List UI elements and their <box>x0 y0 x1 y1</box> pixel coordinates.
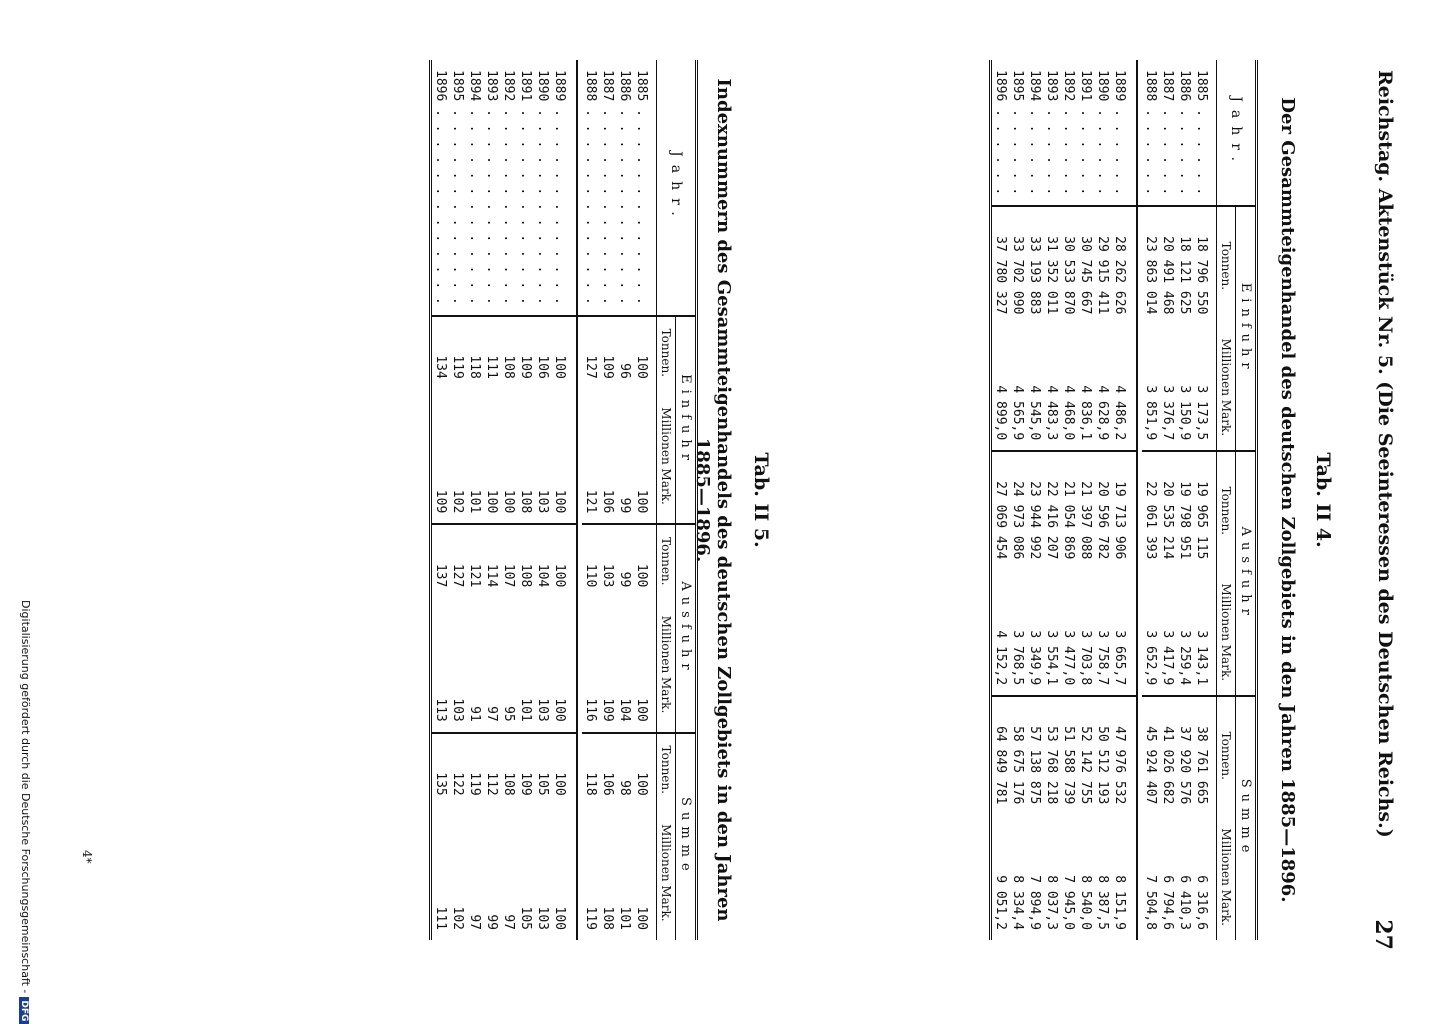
value-cell: 100 <box>484 489 499 514</box>
value-cell: 100 <box>633 733 657 806</box>
value-cell: 27 069 454 <box>991 451 1010 569</box>
year-cell: 1889 . . . . . . . . . . . . . <box>551 60 577 316</box>
value-cell: 3 851,9 <box>1143 385 1158 441</box>
value-cell: 3 665,7 <box>1112 630 1127 686</box>
value-cell: 127 <box>583 355 598 379</box>
table-row <box>466 60 483 940</box>
year-cell: 1887 . . . . . . <box>1159 60 1176 206</box>
value-cell: 101 <box>467 489 482 514</box>
value-cell: 108 <box>600 906 615 930</box>
col-tonnen: Tonnen. <box>1217 451 1236 569</box>
value-cell: 121 <box>466 524 483 597</box>
value-cell: 101 <box>518 698 533 722</box>
col-tonnen: Tonnen. <box>1217 206 1236 324</box>
table2-body <box>431 60 657 940</box>
value-cell: 100 <box>634 489 649 514</box>
value-cell: 104 <box>534 524 551 597</box>
value-cell: 100 <box>551 733 577 806</box>
value-cell: 100 <box>634 355 649 379</box>
value-cell: 20 491 468 <box>1160 236 1175 315</box>
table-row <box>449 60 466 940</box>
value-cell: 119 <box>466 733 483 806</box>
value-cell: 106 <box>600 489 615 514</box>
page-number: 27 <box>1370 919 1396 950</box>
value-cell: 105 <box>518 906 533 930</box>
table-row <box>534 60 551 940</box>
table2-title: Indexnummern des Gesammteigenhandels des deutschen Zollgebiets in den Jahren 1885—1896. <box>692 78 734 922</box>
value-cell: 100 <box>552 698 567 722</box>
year-cell: 1889 . . . . . . <box>1111 60 1137 206</box>
value-cell: 57 138 875 <box>1026 696 1043 814</box>
value-cell: 29 915 411 <box>1095 236 1110 315</box>
value-cell: 107 <box>500 524 517 597</box>
value-cell: 4 899,0 <box>993 385 1008 441</box>
value-cell: 118 <box>582 733 599 806</box>
value-cell: 116 <box>583 698 598 722</box>
col-tonnen: Tonnen. <box>657 733 676 806</box>
value-cell: 119 <box>583 906 598 930</box>
table-row <box>1193 60 1217 940</box>
value-cell: 7 504,8 <box>1143 875 1158 930</box>
year-cell: 1895 . . . . . . <box>1009 60 1026 206</box>
table-row <box>1043 60 1060 940</box>
table1-body <box>991 60 1217 940</box>
year-cell: 1892 . . . . . . . . . . . . . <box>500 60 517 316</box>
value-cell: 31 352 011 <box>1044 236 1059 315</box>
value-cell: 3 349,9 <box>1027 630 1042 686</box>
group-einfuhr: Einfuhr <box>1236 206 1257 451</box>
value-cell: 100 <box>501 489 516 514</box>
value-cell: 108 <box>518 489 533 514</box>
value-cell: 38 761 665 <box>1193 696 1217 814</box>
value-cell: 113 <box>433 698 448 722</box>
group-summe: Summe <box>676 733 697 940</box>
table-row <box>551 60 577 940</box>
value-cell: 108 <box>517 524 534 597</box>
value-cell: 4 468,0 <box>1061 385 1076 441</box>
value-cell: 105 <box>534 733 551 806</box>
value-cell: 99 <box>617 497 632 514</box>
year-cell: 1893 . . . . . . <box>1043 60 1060 206</box>
digitization-text: Digitalisierung gefördert durch die Deutsche Forschungsgemeinschaft - <box>19 600 32 994</box>
year-cell: 1894 . . . . . . <box>1026 60 1043 206</box>
value-cell: 52 142 755 <box>1077 696 1094 814</box>
value-cell: 97 <box>484 706 499 722</box>
value-cell: 21 397 088 <box>1077 451 1094 569</box>
table-row <box>599 60 616 940</box>
value-cell: 3 554,1 <box>1044 630 1059 686</box>
running-header <box>1366 30 1396 970</box>
value-cell: 3 143,1 <box>1194 630 1209 686</box>
signature-mark: 4* <box>80 850 94 864</box>
value-cell: 98 <box>616 733 633 806</box>
table-indexnummern <box>429 60 698 940</box>
table-row <box>1142 60 1159 940</box>
value-cell: 100 <box>633 524 657 597</box>
value-cell: 3 173,5 <box>1194 385 1209 441</box>
value-cell: 37 920 576 <box>1176 696 1193 814</box>
value-cell: 103 <box>535 906 550 930</box>
year-cell: 1886 . . . . . . . . . . . . . <box>616 60 633 316</box>
table-row <box>1176 60 1193 940</box>
value-cell: 122 <box>449 733 466 806</box>
table-row <box>517 60 534 940</box>
value-cell: 109 <box>600 698 615 722</box>
year-cell: 1885 . . . . . . . . . . . . . <box>633 60 657 316</box>
value-cell: 19 965 115 <box>1193 451 1217 569</box>
value-cell: 19 798 951 <box>1176 451 1193 569</box>
table-gesammteigenhandel <box>989 60 1258 940</box>
value-cell: 95 <box>501 706 516 722</box>
value-cell: 103 <box>535 489 550 514</box>
value-cell: 103 <box>450 698 465 722</box>
year-cell: 1896 . . . . . . . . . . . . . <box>431 60 450 316</box>
group-summe: Summe <box>1236 696 1257 940</box>
year-cell: 1896 . . . . . . <box>991 60 1010 206</box>
value-cell: 7 945,0 <box>1061 875 1076 930</box>
table-row <box>582 60 599 940</box>
value-cell: 109 <box>517 733 534 806</box>
value-cell: 91 <box>467 706 482 722</box>
group-ausfuhr: Ausfuhr <box>676 524 697 732</box>
value-cell: 41 026 682 <box>1159 696 1176 814</box>
year-cell: 1894 . . . . . . . . . . . . . <box>466 60 483 316</box>
value-cell: 30 745 667 <box>1078 236 1093 315</box>
col-tonnen: Tonnen. <box>657 316 676 389</box>
table-row <box>1026 60 1043 940</box>
table-row <box>431 60 450 940</box>
col-millionen: Millionen Mark. <box>1217 324 1236 451</box>
value-cell: 97 <box>501 914 516 930</box>
value-cell: 4 486,2 <box>1112 385 1127 441</box>
value-cell: 4 152,2 <box>993 630 1008 686</box>
value-cell: 100 <box>552 906 567 930</box>
value-cell: 3 376,7 <box>1160 385 1175 441</box>
value-cell: 8 151,9 <box>1112 875 1127 930</box>
value-cell: 6 794,6 <box>1160 875 1175 930</box>
value-cell: 4 565,9 <box>1010 385 1025 441</box>
value-cell: 114 <box>483 524 500 597</box>
value-cell: 100 <box>552 489 567 514</box>
value-cell: 108 <box>501 355 516 379</box>
value-cell: 23 944 992 <box>1026 451 1043 569</box>
value-cell: 18 796 550 <box>1194 236 1209 315</box>
dfg-logo: DFG <box>19 997 29 1024</box>
value-cell: 28 262 626 <box>1112 236 1127 315</box>
value-cell: 110 <box>582 524 599 597</box>
value-cell: 96 <box>617 363 632 379</box>
value-cell: 8 540,0 <box>1078 875 1093 930</box>
value-cell: 24 973 086 <box>1009 451 1026 569</box>
value-cell: 109 <box>600 355 615 379</box>
value-cell: 111 <box>484 355 499 379</box>
value-cell: 20 535 214 <box>1159 451 1176 569</box>
value-cell: 4 628,9 <box>1095 385 1110 441</box>
value-cell: 8 334,4 <box>1010 875 1025 930</box>
group-einfuhr: Einfuhr <box>676 316 697 524</box>
table-row <box>616 60 633 940</box>
value-cell: 137 <box>431 524 450 597</box>
value-cell: 33 702 090 <box>1010 236 1025 315</box>
value-cell: 3 477,0 <box>1061 630 1076 686</box>
year-cell: 1891 . . . . . . . . . . . . . <box>517 60 534 316</box>
value-cell: 118 <box>467 355 482 379</box>
value-cell: 100 <box>634 906 649 930</box>
table1-title: Der Gesammteigenhandel des deutschen Zollgebiets in den Jahren 1885—1896. <box>1277 97 1298 903</box>
value-cell: 21 054 869 <box>1060 451 1077 569</box>
value-cell: 99 <box>484 914 499 930</box>
value-cell: 135 <box>431 733 450 806</box>
value-cell: 104 <box>617 698 632 722</box>
value-cell: 100 <box>551 524 577 597</box>
value-cell: 47 976 532 <box>1111 696 1137 814</box>
value-cell: 4 836,1 <box>1078 385 1093 441</box>
value-cell: 127 <box>449 524 466 597</box>
table2-label: Tab. II 5. <box>750 452 772 548</box>
table-row <box>1094 60 1111 940</box>
value-cell: 109 <box>433 489 448 514</box>
value-cell: 22 061 393 <box>1142 451 1159 569</box>
value-cell: 111 <box>433 906 448 930</box>
value-cell: 3 703,8 <box>1078 630 1093 686</box>
value-cell: 97 <box>467 914 482 930</box>
value-cell: 7 894,9 <box>1027 875 1042 930</box>
value-cell: 6 410,3 <box>1177 875 1192 930</box>
col-millionen: Millionen Mark. <box>1217 814 1236 940</box>
value-cell: 51 588 739 <box>1060 696 1077 814</box>
value-cell: 4 483,3 <box>1044 385 1059 441</box>
value-cell: 53 768 218 <box>1043 696 1060 814</box>
value-cell: 102 <box>450 489 465 514</box>
col-millionen: Millionen Mark. <box>657 806 676 940</box>
value-cell: 8 037,3 <box>1044 875 1059 930</box>
digitization-note <box>19 600 32 1022</box>
value-cell: 37 780 327 <box>993 236 1008 315</box>
year-header: Jahr. <box>1217 60 1257 206</box>
col-tonnen: Tonnen. <box>1217 696 1236 814</box>
col-millionen: Millionen Mark. <box>1217 569 1236 696</box>
value-cell: 3 758,7 <box>1095 630 1110 686</box>
col-tonnen: Tonnen. <box>657 524 676 597</box>
value-cell: 64 849 781 <box>991 696 1010 814</box>
year-cell: 1888 . . . . . . <box>1142 60 1159 206</box>
value-cell: 4 545,0 <box>1027 385 1042 441</box>
value-cell: 50 512 193 <box>1094 696 1111 814</box>
value-cell: 18 121 625 <box>1177 236 1192 315</box>
table-row <box>1159 60 1176 940</box>
value-cell: 58 675 176 <box>1009 696 1026 814</box>
table-row <box>633 60 657 940</box>
running-title: Reichstag. Aktenstück Nr. 5. (Die Seeinteressen des Deutschen Reichs.) <box>1374 70 1396 838</box>
value-cell: 33 193 883 <box>1027 236 1042 315</box>
value-cell: 134 <box>433 355 448 379</box>
year-cell: 1890 . . . . . . . . . . . . . <box>534 60 551 316</box>
value-cell: 20 596 782 <box>1094 451 1111 569</box>
value-cell: 3 259,4 <box>1177 630 1192 686</box>
value-cell: 19 713 906 <box>1111 451 1137 569</box>
year-cell: 1892 . . . . . . <box>1060 60 1077 206</box>
value-cell: 3 768,5 <box>1010 630 1025 686</box>
table-row <box>483 60 500 940</box>
table-row <box>991 60 1010 940</box>
value-cell: 121 <box>583 489 598 514</box>
value-cell: 8 387,5 <box>1095 875 1110 930</box>
year-cell: 1888 . . . . . . . . . . . . . <box>582 60 599 316</box>
value-cell: 106 <box>535 355 550 379</box>
year-cell: 1895 . . . . . . . . . . . . . <box>449 60 466 316</box>
year-header: Jahr. <box>657 60 697 316</box>
year-cell: 1893 . . . . . . . . . . . . . <box>483 60 500 316</box>
table-row <box>1009 60 1026 940</box>
value-cell: 45 924 407 <box>1142 696 1159 814</box>
value-cell: 99 <box>616 524 633 597</box>
group-ausfuhr: Ausfuhr <box>1236 451 1257 696</box>
value-cell: 3 417,9 <box>1160 630 1175 686</box>
year-cell: 1887 . . . . . . . . . . . . . <box>599 60 616 316</box>
value-cell: 23 863 014 <box>1143 236 1158 315</box>
value-cell: 100 <box>552 355 567 379</box>
value-cell: 100 <box>634 698 649 722</box>
value-cell: 112 <box>483 733 500 806</box>
table-row <box>500 60 517 940</box>
table-row <box>1077 60 1094 940</box>
value-cell: 103 <box>599 524 616 597</box>
value-cell: 3 150,9 <box>1177 385 1192 441</box>
year-cell: 1891 . . . . . . <box>1077 60 1094 206</box>
col-millionen: Millionen Mark. <box>657 389 676 524</box>
table1-label: Tab. II 4. <box>1312 452 1334 548</box>
value-cell: 102 <box>450 906 465 930</box>
value-cell: 22 416 207 <box>1043 451 1060 569</box>
value-cell: 101 <box>617 906 632 930</box>
value-cell: 3 652,9 <box>1143 630 1158 686</box>
table-row <box>1060 60 1077 940</box>
value-cell: 119 <box>450 355 465 379</box>
value-cell: 106 <box>599 733 616 806</box>
table-row <box>1111 60 1137 940</box>
value-cell: 9 051,2 <box>993 875 1008 930</box>
value-cell: 103 <box>535 698 550 722</box>
year-cell: 1885 . . . . . . <box>1193 60 1217 206</box>
value-cell: 109 <box>518 355 533 379</box>
value-cell: 30 533 870 <box>1061 236 1076 315</box>
value-cell: 108 <box>500 733 517 806</box>
year-cell: 1890 . . . . . . <box>1094 60 1111 206</box>
col-millionen: Millionen Mark. <box>657 597 676 732</box>
value-cell: 6 316,6 <box>1194 875 1209 930</box>
year-cell: 1886 . . . . . . <box>1176 60 1193 206</box>
